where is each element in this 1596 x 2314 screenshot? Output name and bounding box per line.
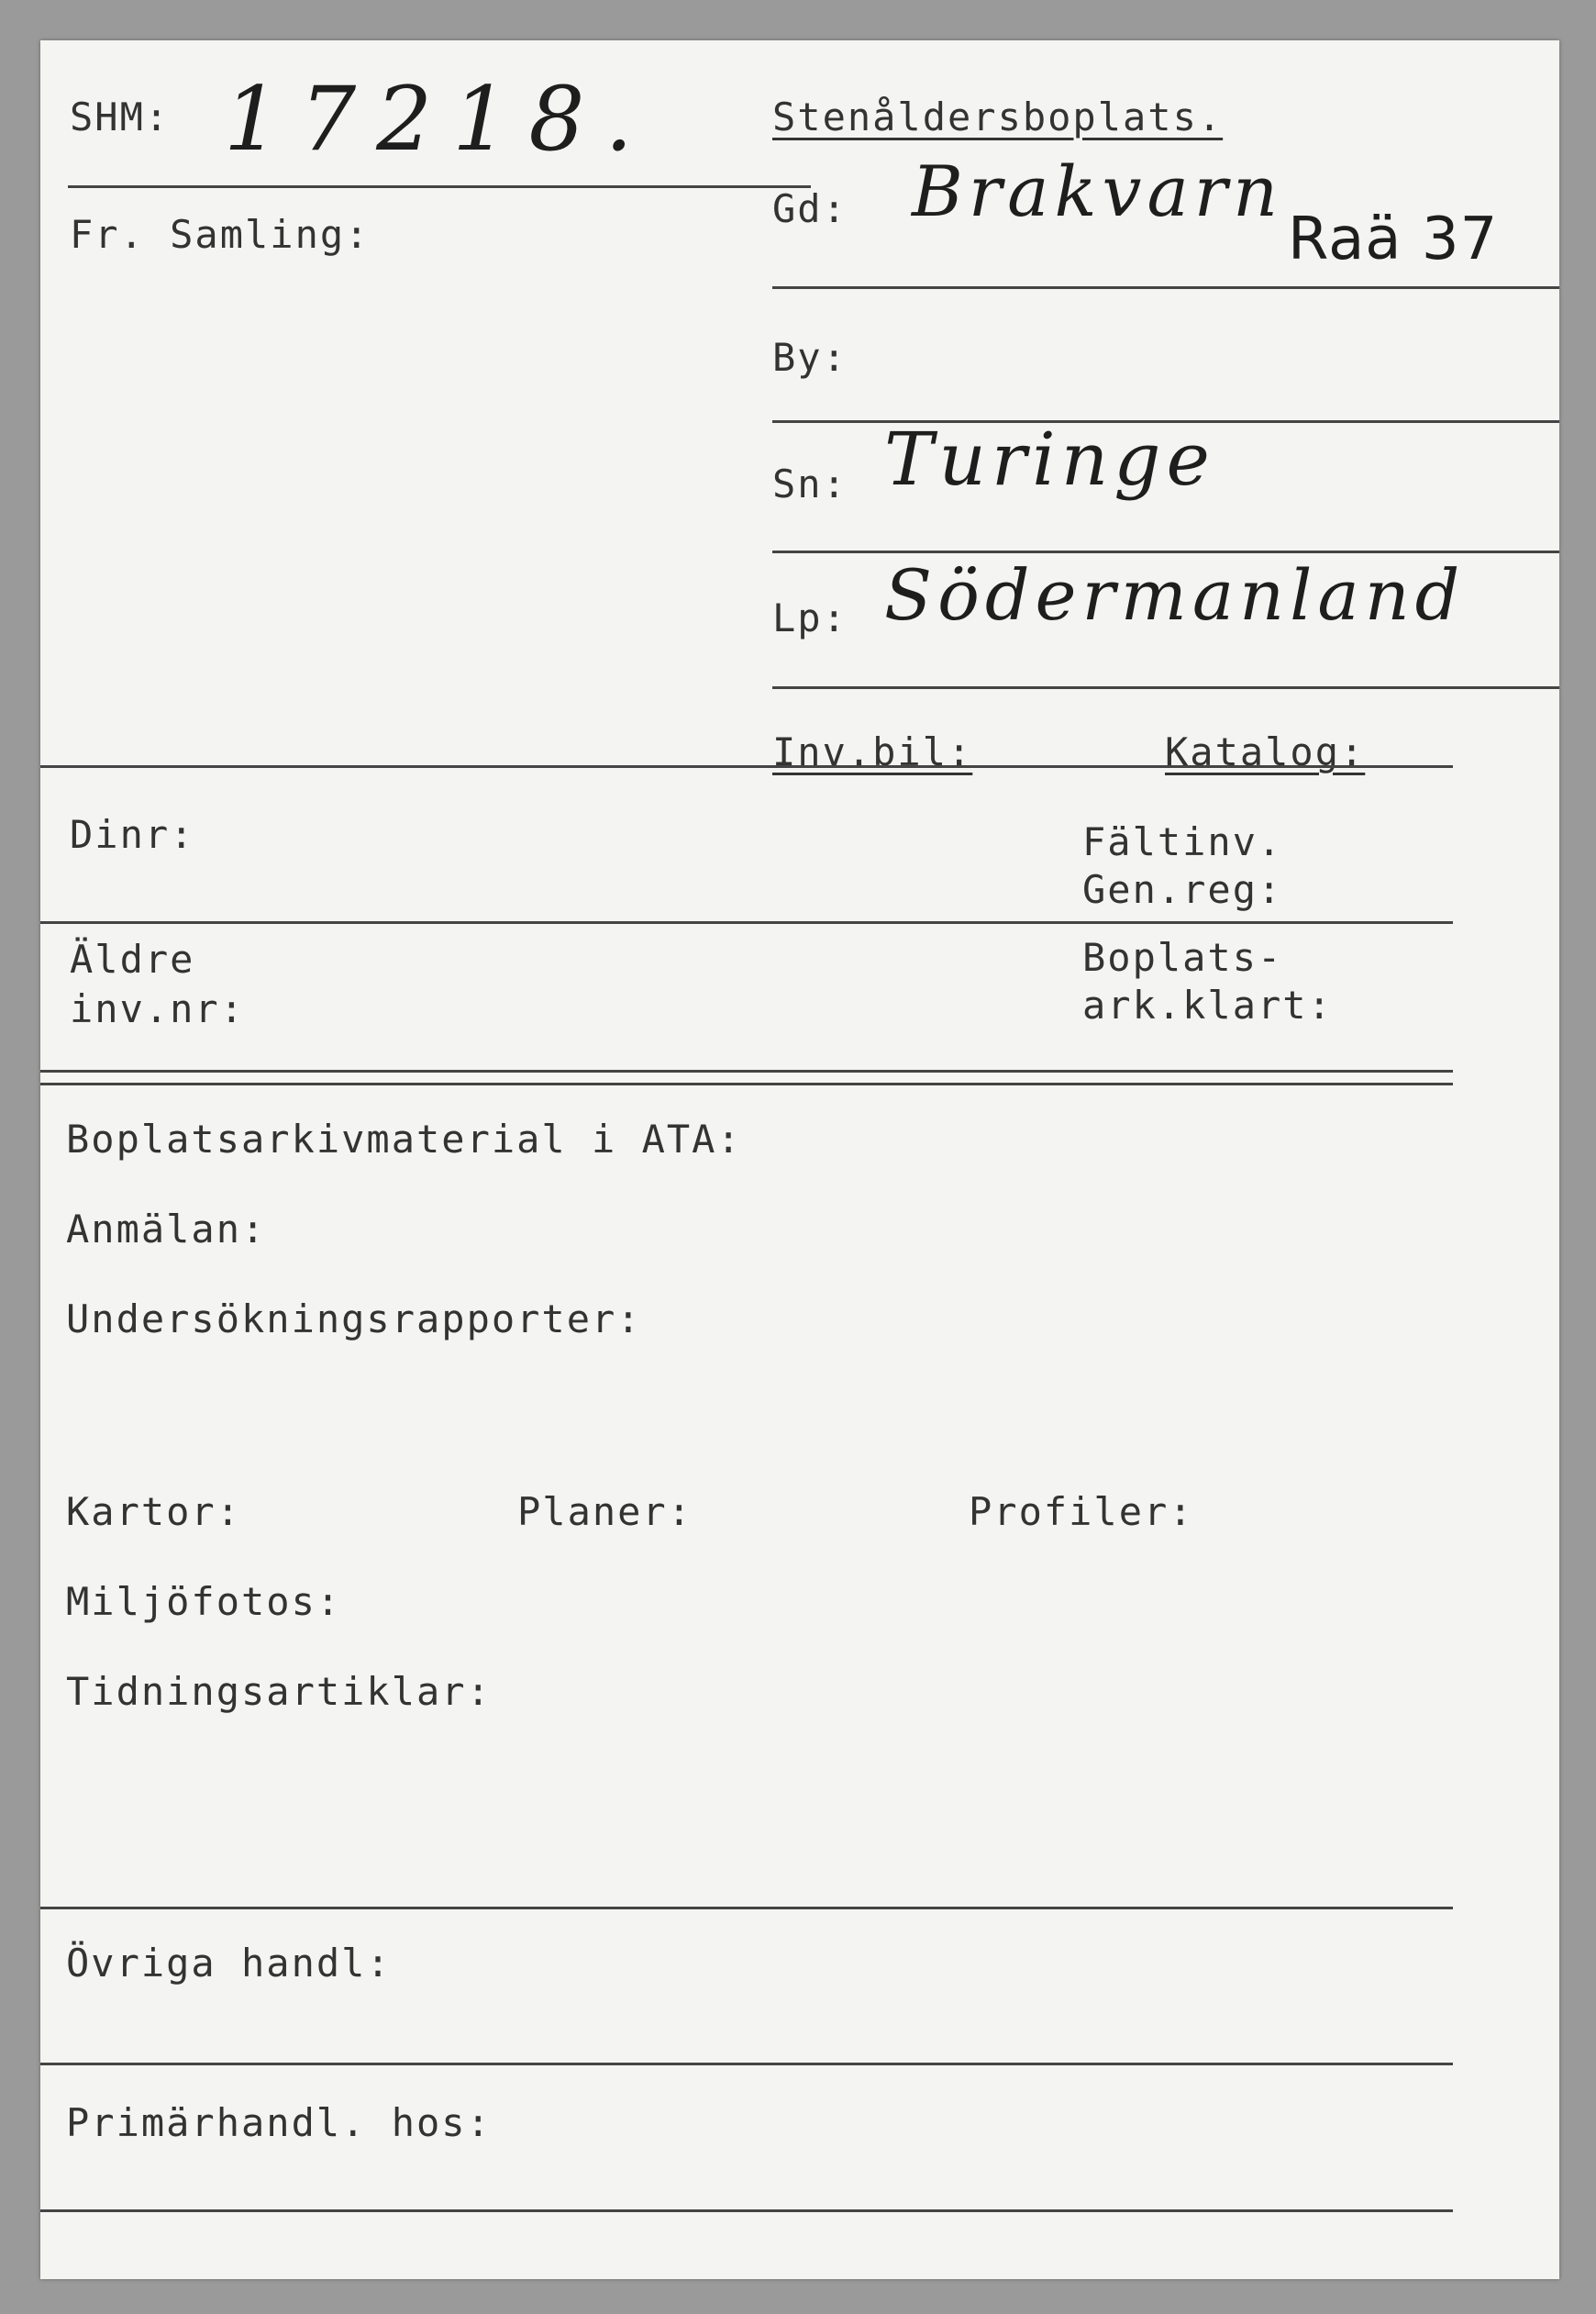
- rule: [40, 921, 1453, 924]
- rule: [40, 1907, 1453, 1909]
- rule: [40, 2209, 1453, 2212]
- sn-label: Sn:: [772, 462, 848, 506]
- miljofotos-label: Miljöfotos:: [66, 1579, 342, 1624]
- anmalan-label: Anmälan:: [66, 1207, 267, 1252]
- rule: [772, 551, 1559, 553]
- invnr-label: inv.nr:: [70, 986, 246, 1031]
- rule: [40, 765, 1453, 768]
- aldre-label: Äldre: [70, 937, 195, 982]
- site-type-heading: Stenåldersboplats.: [772, 95, 1224, 139]
- rule: [68, 185, 811, 188]
- index-card: [40, 40, 1559, 2279]
- archive-heading: Boplatsarkivmaterial i ATA:: [66, 1117, 742, 1162]
- katalog-label: Katalog:: [1165, 729, 1366, 774]
- lp-label: Lp:: [772, 595, 848, 640]
- genreg-label: Gen.reg:: [1082, 867, 1283, 912]
- raa-value: Raä 37: [1288, 206, 1499, 273]
- invbil-label: Inv.bil:: [772, 729, 973, 774]
- shm-number: 17218.: [224, 68, 653, 171]
- planer-label: Planer:: [517, 1489, 693, 1534]
- faltinv-label: Fältinv.: [1082, 819, 1283, 864]
- gd-label: Gd:: [772, 186, 848, 231]
- rule: [40, 1070, 1453, 1073]
- undersokning-label: Undersökningsrapporter:: [66, 1296, 642, 1341]
- arkklart-label: ark.klart:: [1082, 983, 1333, 1028]
- rule: [40, 2063, 1453, 2065]
- rule: [772, 686, 1559, 689]
- kartor-label: Kartor:: [66, 1489, 242, 1534]
- shm-label: SHM:: [70, 95, 171, 139]
- ovriga-label: Övriga handl:: [66, 1941, 392, 1986]
- samling-label: Fr. Samling:: [70, 212, 371, 257]
- sn-value: Turinge: [884, 417, 1215, 502]
- boplats-label: Boplats-: [1082, 935, 1283, 980]
- tidningsartiklar-label: Tidningsartiklar:: [66, 1669, 492, 1714]
- profiler-label: Profiler:: [969, 1489, 1194, 1534]
- rule: [40, 1083, 1453, 1085]
- lp-value: Södermanland: [884, 554, 1466, 636]
- primarhandl-label: Primärhandl. hos:: [66, 2100, 492, 2145]
- by-label: By:: [772, 335, 848, 380]
- gd-value: Brakvarn: [912, 150, 1284, 232]
- rule: [772, 286, 1559, 289]
- dinr-label: Dinr:: [70, 812, 195, 857]
